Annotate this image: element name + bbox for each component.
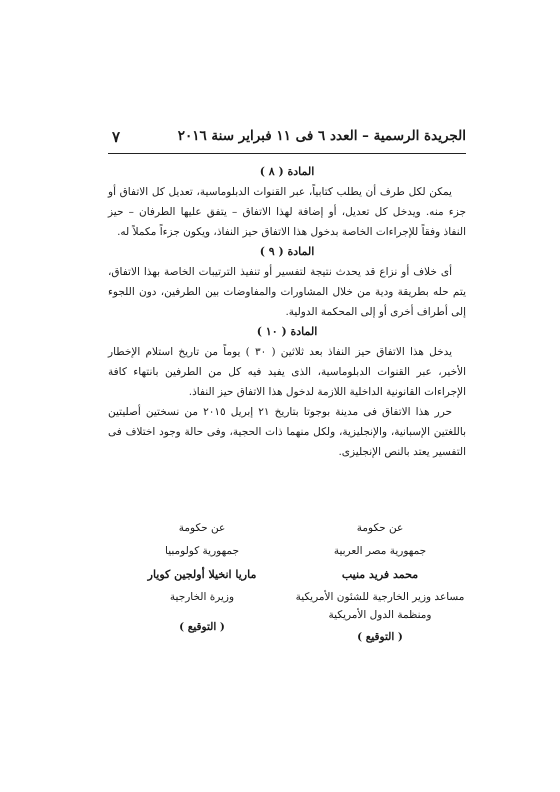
- article-9: [108, 242, 466, 322]
- page-header: [112, 128, 466, 150]
- article-title: المادة ( ٨ ): [259, 165, 315, 178]
- article-paragraph: أى خلاف أو نزاع قد يحدث نتيجة لتفسير أو تنفيذ الترتيبات الخاصة بهذا الاتفاق، يتم حله بطريقة ودية من خلال المشاورات والمفاوضات بين الطرفين، دون اللجوء إلى أطراف أخرى أو إلى المحكمة الدولية.: [108, 266, 466, 318]
- article-title: المادة ( ١٠ ): [256, 325, 318, 338]
- gazette-title: الجريدة الرسمية – العدد ٦ فى ١١ فبراير سنة ٢٠١٦: [177, 128, 466, 144]
- country-name: جمهورية كولومبيا: [165, 545, 239, 557]
- signatory-role: ومنظمة الدول الأمريكية: [328, 609, 432, 621]
- article-10: [108, 322, 466, 462]
- signature-colombia: [112, 522, 292, 633]
- article-title: المادة ( ٩ ): [259, 245, 315, 258]
- on-behalf-label: عن حكومة: [178, 522, 226, 534]
- article-paragraph: يدخل هذا الاتفاق حيز النفاذ بعد ثلاثين ( ٣٠ ) يوماً من تاريخ استلام الإخطار الأخير، عبر القنوات الدبلوماسية، الذى يفيد فيه كل من الطرفين بانتهاء كافة الإجراءات القانونية الداخلية اللازمة لدخول هذا الاتفاق حيز النفاذ.: [108, 346, 466, 398]
- signature-egypt: [290, 522, 470, 643]
- signature-mark: ( التوقيع ): [357, 631, 403, 643]
- document-body: [108, 162, 466, 462]
- article-8: [108, 162, 466, 242]
- signatory-role: مساعد وزير الخارجية للشئون الأمريكية: [295, 591, 465, 603]
- article-paragraph: حرر هذا الاتفاق فى مدينة بوجوتا بتاريخ ٢١ إبريل ٢٠١٥ من نسختين أصليتين باللغتين الإسبانية، والإنجليزية، ولكل منهما ذات الحجية، وفى حالة وجود اختلاف فى التفسير يعتد بالنص الإنجليزى.: [108, 406, 466, 458]
- signature-mark: ( التوقيع ): [179, 621, 225, 633]
- on-behalf-label: عن حكومة: [356, 522, 404, 534]
- signatory-name: ماريا انخيلا أولجين كويار: [147, 568, 257, 581]
- article-paragraph: يمكن لكل طرف أن يطلب كتابياً، عبر القنوات الدبلوماسية، تعديل كل الاتفاق أو جزء منه. ويدخل كل تعديل، أو إضافة لهذا الاتفاق – يتفق عليها الطرفان – حيز النفاذ وفقاً للإجراءات الخاصة بدخول هذا الاتفاق حيز النفاذ، ويكون جزءاً مكملاً له.: [108, 186, 466, 238]
- signatory-role: وزيرة الخارجية: [169, 591, 235, 603]
- country-name: جمهورية مصر العربية: [333, 545, 427, 557]
- header-divider: [108, 153, 466, 154]
- page-number: ٧: [112, 128, 121, 146]
- signatory-name: محمد فريد منيب: [341, 568, 419, 581]
